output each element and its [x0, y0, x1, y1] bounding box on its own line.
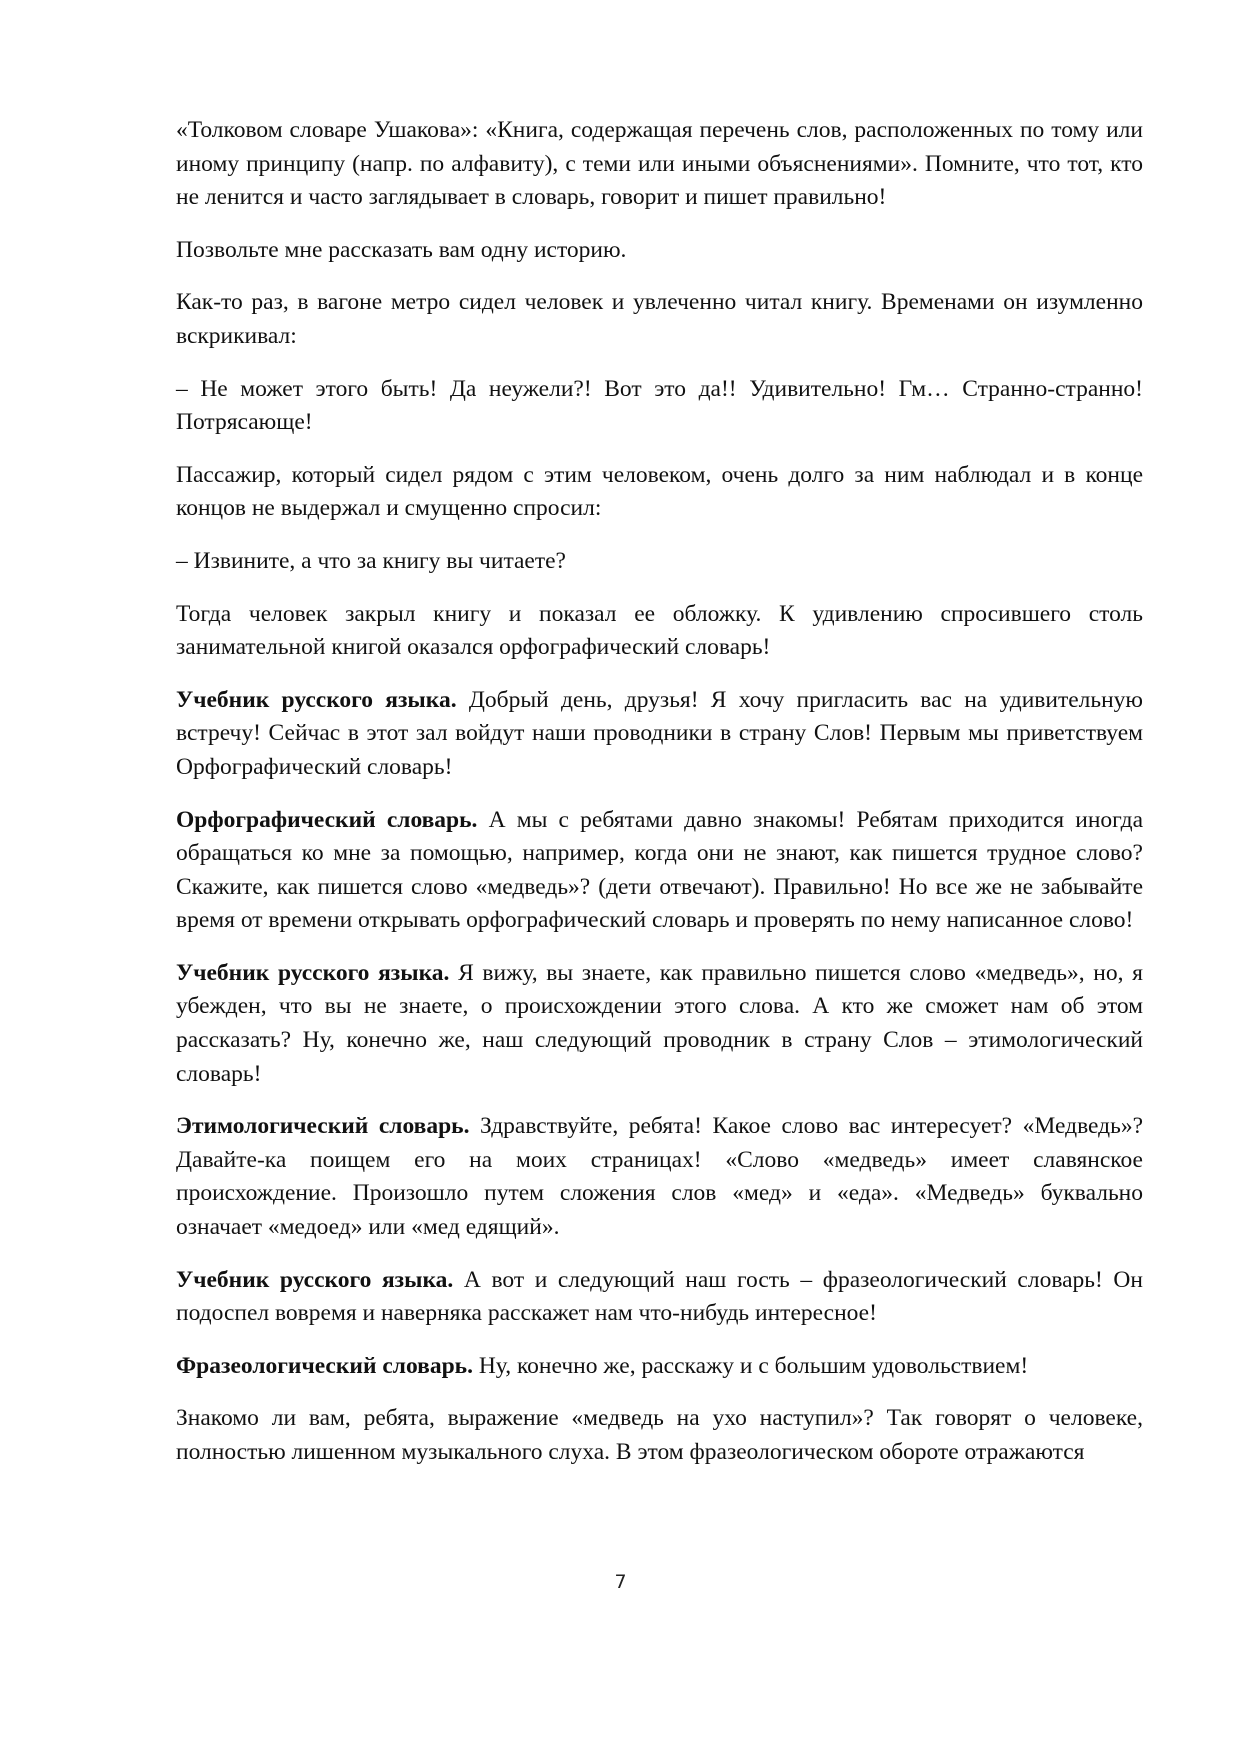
paragraph — [176, 545, 1143, 579]
paragraph-text: Знакомо ли вам, ребята, выражение «медведь на ухо наступил»? Так говорят о человеке, полностью лишенном музыкального слуха. В этом фразеологическом обороте отражаются — [176, 1405, 1143, 1465]
speaker-label: Орфографический словарь. — [176, 806, 478, 833]
paragraph — [176, 1350, 1143, 1384]
page-body — [176, 114, 1143, 1489]
speaker-label: Фразеологический словарь. — [176, 1352, 473, 1379]
paragraph — [176, 1110, 1143, 1244]
paragraph-text: Я вижу, вы знаете, как правильно пишется слово «медведь», но, я убежден, что вы не знаете, о происхождении этого слова. А кто же сможет нам об этом рассказать? Ну, конечно же, наш следующий проводник в страну Слов – этимологический словарь! — [176, 959, 1143, 1087]
paragraph-text: Тогда человек закрыл книгу и показал ее обложку. К удивлению спросившего столь занимательной книгой оказался орфографический словарь! — [176, 600, 1143, 661]
paragraph-text: Позвольте мне рассказать вам одну историю. — [176, 236, 627, 263]
paragraph — [176, 684, 1143, 785]
paragraph-text: А вот и следующий наш гость – фразеологический словарь! Он подоспел вовремя и наверняка расскажет нам что-нибудь интересное! — [176, 1266, 1143, 1327]
paragraph-text: Пассажир, который сидел рядом с этим человеком, очень долго за ним наблюдал и в конце концов не выдержал и смущенно спросил: — [176, 461, 1143, 522]
page-number: 7 — [614, 1571, 627, 1593]
paragraph — [176, 459, 1143, 526]
speaker-label: Учебник русского языка. — [176, 959, 450, 986]
paragraph — [176, 373, 1143, 440]
paragraph — [176, 598, 1143, 665]
speaker-label: Учебник русского языка. — [176, 686, 457, 713]
paragraph — [176, 286, 1143, 353]
paragraph-text: А мы с ребятами давно знакомы! Ребятам приходится иногда обращаться ко мне за помощью, например, когда они не знают, как пишется трудное слово? Скажите, как пишется слово «медведь»? (дети отвечают). Правильно! Но все же не забывайте время от времени открывать орфографический словарь и проверять по нему написанное слово! — [176, 806, 1143, 934]
paragraph-text: Здравствуйте, ребята! Какое слово вас интересует? «Медведь»? Давайте-ка поищем его на моих страницах! «Слово «медведь» имеет славянское происхождение. Произошло путем сложения слов «мед» и «еда». «Медведь» буквально означает «медоед» или «мед едящий». — [176, 1113, 1144, 1241]
speaker-label: Учебник русского языка. — [176, 1266, 454, 1293]
paragraph-text: Как-то раз, в вагоне метро сидел человек и увлеченно читал книгу. Временами он изумленно вскрикивал: — [176, 289, 1143, 349]
paragraph-text: Ну, конечно же, расскажу и с большим удовольствием! — [472, 1352, 1029, 1379]
paragraph-text: – Извините, а что за книгу вы читаете? — [176, 547, 566, 574]
paragraph-text: Добрый день, друзья! Я хочу пригласить вас на удивительную встречу! Сейчас в этот зал войдут наши проводники в страну Слов! Первым мы приветствуем Орфографический словарь! — [176, 686, 1143, 780]
paragraph-text: – Не может этого быть! Да неужели?! Вот это да!! Удивительно! Гм… Странно-странно! Потрясающе! — [176, 375, 1143, 436]
paragraph-text: «Толковом словаре Ушакова»: «Книга, содержащая перечень слов, расположенных по тому или иному принципу (напр. по алфавиту), с теми или иными объяснениями». Помните, что тот, кто не ленится и часто заглядывает в словарь, говорит и пишет правильно! — [176, 117, 1143, 211]
paragraph — [176, 1402, 1143, 1469]
paragraph — [176, 114, 1143, 215]
paragraph — [176, 234, 1143, 268]
paragraph — [176, 957, 1143, 1091]
speaker-label: Этимологический словарь. — [176, 1113, 470, 1140]
paragraph — [176, 804, 1143, 938]
paragraph — [176, 1264, 1143, 1331]
